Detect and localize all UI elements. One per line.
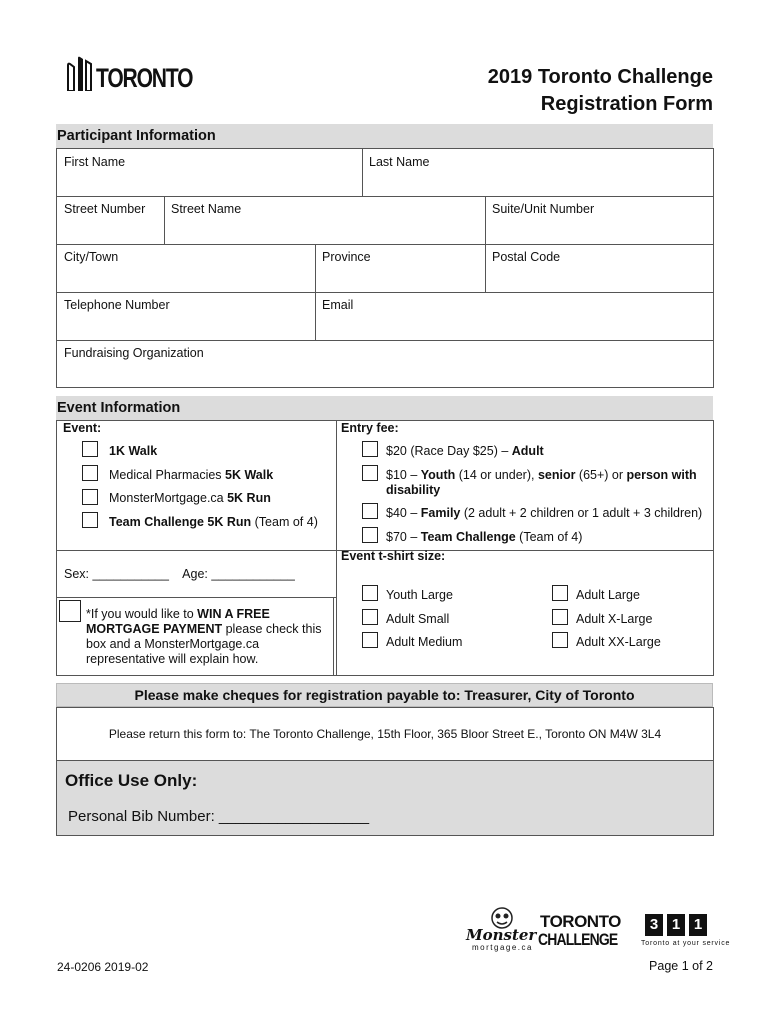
street-number-label: Street Number [64, 202, 146, 216]
last-name-field[interactable] [362, 149, 713, 196]
return-box [56, 707, 714, 761]
org-label: Fundraising Organization [64, 346, 204, 360]
fee-family-checkbox[interactable] [362, 503, 378, 519]
size-youth-large-checkbox[interactable] [362, 585, 378, 601]
event-5k-run-checkbox[interactable] [82, 489, 98, 505]
office-heading: Office Use Only: [65, 771, 198, 790]
email-field[interactable] [315, 292, 713, 340]
fee-option: $70 – Team Challenge (Team of 4) [386, 530, 583, 544]
fee-team-checkbox[interactable] [362, 527, 378, 543]
fee-option: $40 – Family (2 adult + 2 children or 1 adult + 3 children) [386, 506, 703, 520]
street-name-field[interactable] [164, 196, 485, 244]
page-title [488, 64, 713, 118]
return-text: Please return this form to: The Toronto Challenge, 15th Floor, 365 Bloor Street E., Toronto ON M4W 3L4 [108, 727, 662, 741]
logo-text: TORONTO [96, 63, 193, 93]
payment-bar [56, 683, 713, 707]
sex-age-field[interactable]: Sex: ___________ Age: ____________ [64, 567, 295, 581]
size-label: Adult XX-Large [576, 635, 661, 649]
street-number-field[interactable] [57, 196, 164, 244]
bib-number-field[interactable]: Personal Bib Number: __________________ [68, 808, 370, 825]
digit-box: 1 [689, 914, 707, 936]
promo-checkbox[interactable] [59, 600, 81, 622]
page-number: Page 1 of 2 [649, 959, 713, 973]
size-adult-large-checkbox[interactable] [552, 585, 568, 601]
first-name-label: First Name [64, 155, 126, 169]
event-option: Medical Pharmacies 5K Walk [109, 468, 274, 482]
monster-sub-text: mortgage.ca [472, 943, 533, 952]
size-adult-xlarge-checkbox[interactable] [552, 609, 568, 625]
size-adult-xxlarge-checkbox[interactable] [552, 632, 568, 648]
tc-line-1: TORONTO [540, 912, 621, 931]
org-field[interactable] [57, 340, 713, 387]
fee-youth-checkbox[interactable] [362, 465, 378, 481]
postal-code-label: Postal Code [492, 250, 561, 264]
event-heading: Event Information [57, 400, 181, 416]
last-name-label: Last Name [369, 155, 430, 169]
event-1k-walk-checkbox[interactable] [82, 441, 98, 457]
tc-line-2: CHALLENGE [538, 930, 618, 949]
email-label: Email [322, 298, 354, 312]
event-5k-walk-checkbox[interactable] [82, 465, 98, 481]
suite-label: Suite/Unit Number [492, 202, 595, 216]
fee-adult-checkbox[interactable] [362, 441, 378, 457]
fee-label: Entry fee: [341, 421, 399, 435]
city-hall-icon [66, 55, 94, 91]
title-line-1: 2019 Toronto Challenge [487, 66, 713, 88]
city-label: City/Town [64, 250, 119, 264]
form-id: 24-0206 2019-02 [57, 960, 149, 974]
size-label: Adult Small [386, 612, 450, 626]
participant-section-bar [56, 124, 713, 148]
size-adult-medium-checkbox[interactable] [362, 632, 378, 648]
office-box [56, 760, 714, 836]
payment-heading: Please make cheques for registration payable to: Treasurer, City of Toronto [134, 687, 635, 703]
telephone-label: Telephone Number [64, 298, 170, 312]
first-name-field[interactable] [57, 149, 362, 196]
monster-text: Monster [466, 926, 537, 944]
size-label: Adult Large [576, 588, 640, 602]
tshirt-label: Event t-shirt size: [341, 549, 446, 563]
city-field[interactable] [57, 244, 315, 292]
promo-text: *If you would like to WIN A FREE MORTGAGE PAYMENT please check this box and a MonsterMortgage.ca representative will explain how. [86, 607, 322, 666]
participant-form [56, 148, 714, 388]
service-text: Toronto at your service [641, 940, 731, 947]
event-section-bar [56, 396, 713, 420]
event-option: Team Challenge 5K Run (Team of 4) [109, 515, 318, 529]
street-name-label: Street Name [171, 202, 242, 216]
size-label: Adult X-Large [576, 612, 653, 626]
monster-mortgage-logo [466, 906, 538, 950]
digit-box: 3 [645, 914, 663, 936]
province-label: Province [322, 250, 371, 264]
postal-code-field[interactable] [485, 244, 713, 292]
toronto-challenge-logo [538, 912, 638, 952]
311-logo [641, 914, 731, 950]
province-field[interactable] [315, 244, 485, 292]
fee-option: $20 (Race Day $25) – Adult [386, 444, 544, 458]
participant-heading: Participant Information [57, 128, 216, 144]
size-label: Youth Large [386, 588, 453, 602]
suite-field[interactable] [485, 196, 713, 244]
size-label: Adult Medium [386, 635, 463, 649]
title-line-2: Registration Form [540, 93, 713, 115]
event-option: MonsterMortgage.ca 5K Run [109, 491, 271, 505]
telephone-field[interactable] [57, 292, 315, 340]
event-label: Event: [63, 421, 102, 435]
event-team-run-checkbox[interactable] [82, 512, 98, 528]
size-adult-small-checkbox[interactable] [362, 609, 378, 625]
toronto-logo [66, 55, 193, 93]
digit-box: 1 [667, 914, 685, 936]
event-option: 1K Walk [109, 444, 158, 458]
fee-option: $10 – Youth (14 or under), senior (65+) or person with disability [386, 468, 697, 497]
